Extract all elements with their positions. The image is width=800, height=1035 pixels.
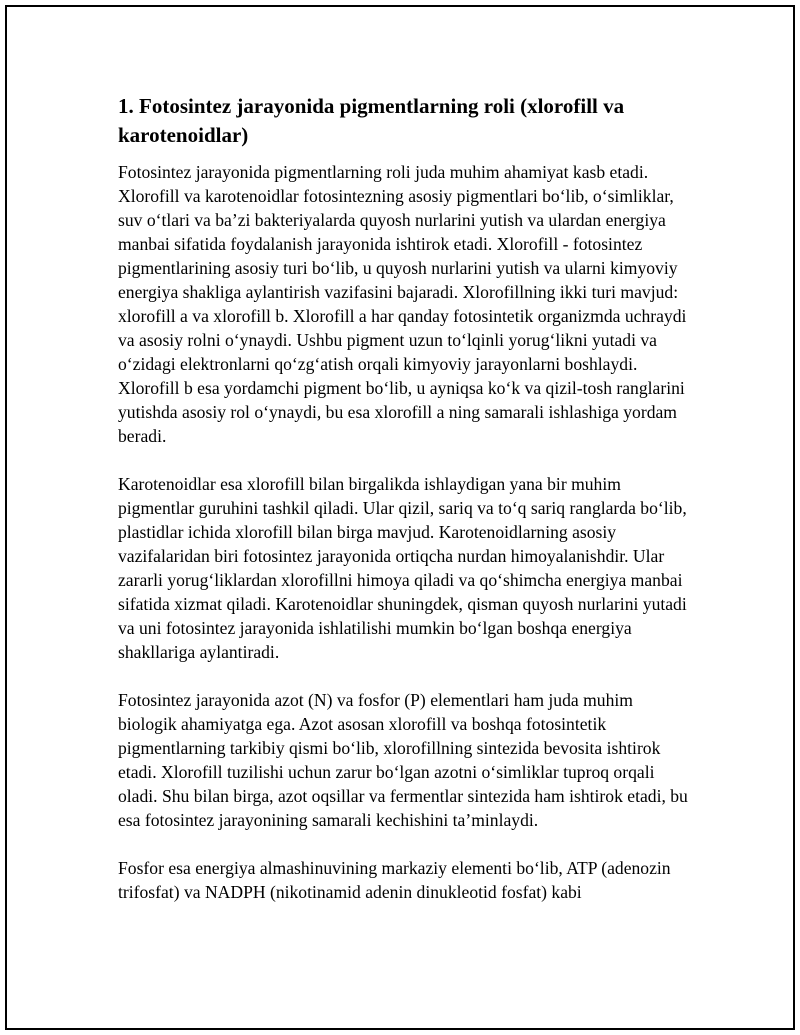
paragraph-pigments: Fotosintez jarayonida pigmentlarning roli juda muhim ahamiyat kasb etadi. Xlorofill va karotenoidlar fotosintezning asosiy pigmentlari bo‘lib, o‘simliklar, suv o‘tlari va ba’zi bakteriyalarda quyosh nurlarini yutish va ulardan energiya manbai sifatida foydalanish jarayonida ishtirok etadi. Xlorofill - fotosintez pigmentlarining asosiy turi bo‘lib, u quyosh nurlarini yutish va ularni kimyoviy energiya shakliga aylantirish vazifasini bajaradi. Xlorofillning ikki turi mavjud: xlorofill a va xlorofill b. Xlorofill a har qanday fotosintetik organizmda uchraydi va asosiy rolni o‘ynaydi. Ushbu pigment uzun to‘lqinli yorug‘likni yutadi va o‘zidagi elektronlarni qo‘zg‘atish orqali kimyoviy jarayonlarni boshlaydi. Xlorofill b esa yordamchi pigment bo‘lib, u ayniqsa ko‘k va qizil-tosh ranglarini yutishda asosiy rol o‘ynaydi, bu esa xlorofill a ning samarali ishlashiga yordam beradi. — [118, 162, 687, 446]
paragraph-phosphorus: Fosfor esa energiya almashinuvining markaziy elementi bo‘lib, ATP (adenozin trifosfat) va NADPH (nikotinamid adenin dinukleotid fosfat) kabi — [118, 858, 671, 902]
paragraph-carotenoids: Karotenoidlar esa xlorofill bilan birgalikda ishlaydigan yana bir muhim pigmentlar guruhini tashkil qiladi. Ular qizil, sariq va to‘q sariq ranglarda bo‘lib, plastidlar ichida xlorofill bilan birga mavjud. Karotenoidlarning asosiy vazifalaridan biri fotosintez jarayonida ortiqcha nurdan himoyalanishdir. Ular zararli yorug‘liklardan xlorofillni himoya qiladi va qo‘shimcha energiya manbai sifatida xizmat qiladi. Karotenoidlar shuningdek, qisman quyosh nurlarini yutadi va uni fotosintez jarayonida ishlatilishi mumkin bo‘lgan boshqa energiya shakllariga aylantiradi. — [118, 474, 687, 662]
document-body — [118, 92, 690, 928]
section-heading: 1. Fotosintez jarayonida pigmentlarning roli (xlorofill va karotenoidlar) — [118, 94, 625, 147]
paragraph-nitrogen-phosphorus: Fotosintez jarayonida azot (N) va fosfor (P) elementlari ham juda muhim biologik ahamiyatga ega. Azot asosan xlorofill va boshqa fotosintetik pigmentlarning tarkibiy qismi bo‘lib, xlorofillning sintezida bevosita ishtirok etadi. Xlorofill tuzilishi uchun zarur bo‘lgan azotni o‘simliklar tuproq orqali oladi. Shu bilan birga, azot oqsillar va fermentlar sintezida ham ishtirok etadi, bu esa fotosintez jarayonining samarali kechishini ta’minlaydi. — [118, 690, 688, 830]
